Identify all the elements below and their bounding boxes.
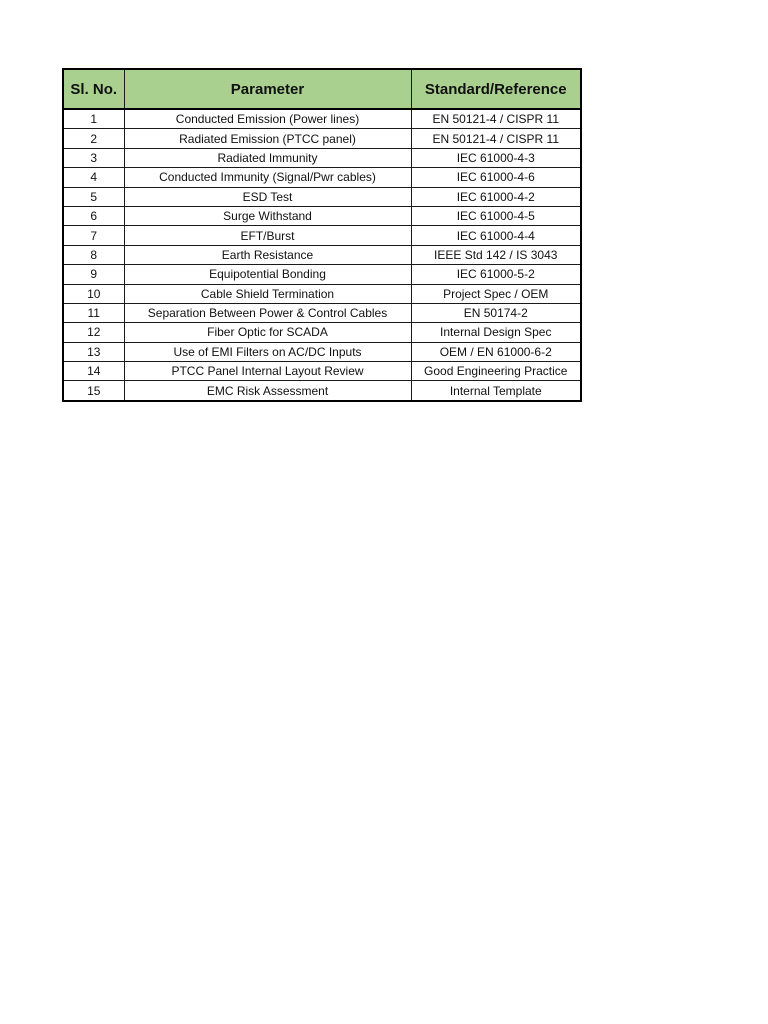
cell-parameter: Fiber Optic for SCADA — [124, 323, 411, 342]
cell-standard: IEC 61000-4-5 — [411, 206, 581, 225]
table-row — [63, 362, 581, 381]
cell-sl-no: 14 — [63, 362, 124, 381]
cell-standard: IEC 61000-4-6 — [411, 168, 581, 187]
table-row — [63, 284, 581, 303]
table-row — [63, 187, 581, 206]
cell-sl-no: 3 — [63, 148, 124, 167]
cell-sl-no: 8 — [63, 245, 124, 264]
header-parameter: Parameter — [124, 69, 411, 109]
cell-sl-no: 1 — [63, 109, 124, 129]
table-row — [63, 226, 581, 245]
cell-sl-no: 4 — [63, 168, 124, 187]
cell-parameter: Radiated Immunity — [124, 148, 411, 167]
cell-sl-no: 2 — [63, 129, 124, 148]
header-standard-reference: Standard/Reference — [411, 69, 581, 109]
cell-standard: Project Spec / OEM — [411, 284, 581, 303]
cell-standard: Internal Design Spec — [411, 323, 581, 342]
cell-sl-no: 10 — [63, 284, 124, 303]
table-row — [63, 265, 581, 284]
cell-sl-no: 6 — [63, 206, 124, 225]
cell-parameter: Separation Between Power & Control Cables — [124, 303, 411, 322]
cell-standard: EN 50121-4 / CISPR 11 — [411, 129, 581, 148]
cell-parameter: EMC Risk Assessment — [124, 381, 411, 401]
table-row — [63, 342, 581, 361]
cell-parameter: PTCC Panel Internal Layout Review — [124, 362, 411, 381]
cell-standard: IEC 61000-4-2 — [411, 187, 581, 206]
table-row — [63, 148, 581, 167]
table-row — [63, 323, 581, 342]
cell-parameter: Conducted Immunity (Signal/Pwr cables) — [124, 168, 411, 187]
cell-standard: IEEE Std 142 / IS 3043 — [411, 245, 581, 264]
table-row — [63, 168, 581, 187]
table-row — [63, 303, 581, 322]
cell-sl-no: 9 — [63, 265, 124, 284]
table-row — [63, 381, 581, 401]
table-row — [63, 109, 581, 129]
cell-sl-no: 13 — [63, 342, 124, 361]
table-row — [63, 129, 581, 148]
cell-parameter: EFT/Burst — [124, 226, 411, 245]
cell-standard: EN 50174-2 — [411, 303, 581, 322]
cell-parameter: ESD Test — [124, 187, 411, 206]
cell-parameter: Surge Withstand — [124, 206, 411, 225]
header-sl-no: Sl. No. — [63, 69, 124, 109]
cell-standard: IEC 61000-4-4 — [411, 226, 581, 245]
cell-sl-no: 11 — [63, 303, 124, 322]
standards-table — [62, 68, 582, 402]
cell-sl-no: 15 — [63, 381, 124, 401]
cell-sl-no: 5 — [63, 187, 124, 206]
header-row — [63, 69, 581, 109]
cell-sl-no: 7 — [63, 226, 124, 245]
cell-standard: IEC 61000-5-2 — [411, 265, 581, 284]
cell-standard: Good Engineering Practice — [411, 362, 581, 381]
cell-sl-no: 12 — [63, 323, 124, 342]
cell-parameter: Equipotential Bonding — [124, 265, 411, 284]
cell-parameter: Radiated Emission (PTCC panel) — [124, 129, 411, 148]
cell-parameter: Cable Shield Termination — [124, 284, 411, 303]
table-row — [63, 206, 581, 225]
cell-parameter: Earth Resistance — [124, 245, 411, 264]
cell-standard: IEC 61000-4-3 — [411, 148, 581, 167]
cell-standard: Internal Template — [411, 381, 581, 401]
cell-parameter: Use of EMI Filters on AC/DC Inputs — [124, 342, 411, 361]
cell-standard: EN 50121-4 / CISPR 11 — [411, 109, 581, 129]
cell-parameter: Conducted Emission (Power lines) — [124, 109, 411, 129]
table-row — [63, 245, 581, 264]
cell-standard: OEM / EN 61000-6-2 — [411, 342, 581, 361]
